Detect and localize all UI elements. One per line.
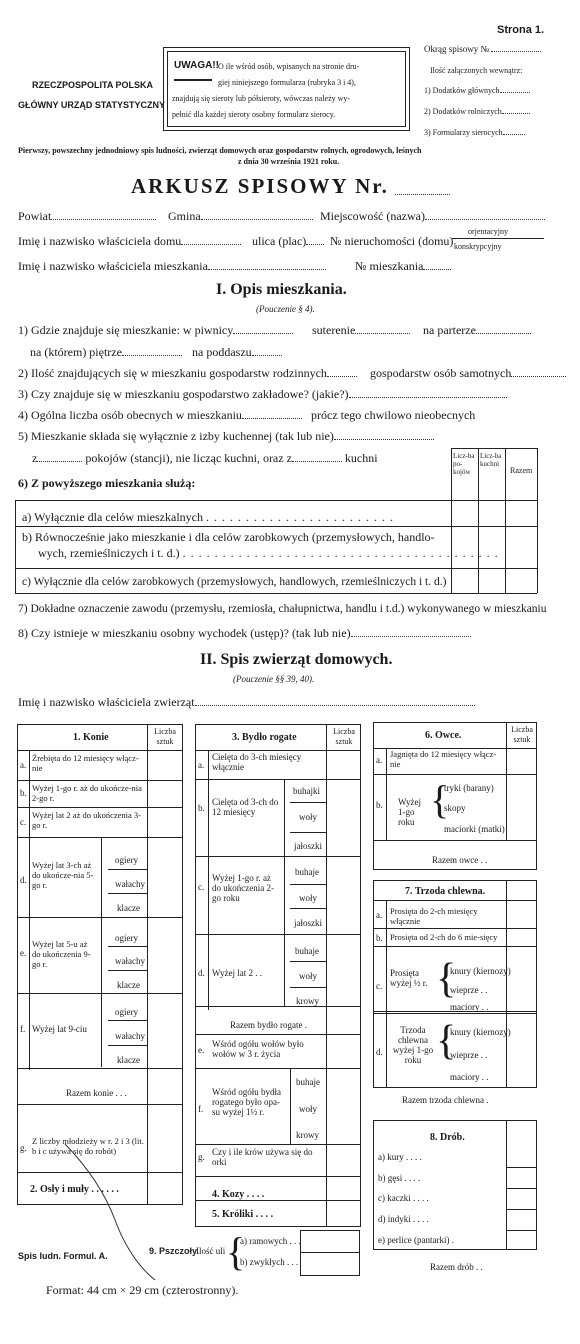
q1-poddasze: na poddaszu <box>192 345 282 360</box>
row-letter: f. <box>198 1104 204 1114</box>
bydlo-b-sub: jałoszki <box>294 841 322 851</box>
q2-samotnych: gospodarstw osób samotnych <box>370 366 566 381</box>
row-letter: a. <box>376 910 383 920</box>
row-letter: c. <box>376 981 383 991</box>
field-nr-mieszkania: № mieszkania <box>355 259 451 274</box>
konie-d: Wyżej lat 3-ch aż do ukończe-nia 5-go r. <box>32 860 94 890</box>
q1-suterenie: suterenie <box>312 323 410 338</box>
row-letter: g. <box>20 1143 27 1153</box>
row-letter: d. <box>198 968 205 978</box>
uwaga-line: znajdują się sieroty lub półsieroty, wówczas należy wy- <box>172 94 351 103</box>
attach-item: 1) Dodatków głównych <box>424 83 530 95</box>
konskr-label: konskrypcyjny <box>454 242 502 251</box>
ule-ramowe: a) ramowych . . . <box>240 1236 301 1246</box>
owce-b: Wyżej 1-go roku <box>398 797 421 827</box>
room-opt-a: a) Wyłącznie dla celów mieszkalnych ........................ <box>22 510 398 524</box>
trzoda-sub: knury (kiernozy) <box>450 966 511 976</box>
trzoda-sub: wieprze . . <box>450 985 488 995</box>
liczba-header: Liczba sztuk <box>333 727 355 746</box>
konie-d-klacze: klacze <box>117 903 140 913</box>
page-number: Strona 1. <box>497 24 545 36</box>
konie-d-walachy: wałachy <box>115 879 145 889</box>
bydlo-a: Cielęta do 3-ch miesięcy włącznie <box>212 752 302 772</box>
field-ulica: ulica (plac) <box>252 234 324 249</box>
bydlo-e: Wśród ogółu wołów było wołów w 3 r. życia <box>212 1039 304 1059</box>
field-powiat: Powiat <box>18 209 156 224</box>
row-letter: c. <box>198 882 205 892</box>
konie-c: Wyżej lat 2 aż do ukończenia 3-go r. <box>32 810 141 830</box>
trzoda-d: Trzoda chlewna wyżej 1-go roku <box>392 1025 434 1065</box>
bydlo-f: Wśród ogółu bydła rogatego było opa-su wyżej 1½ r. <box>212 1087 281 1117</box>
census-line: Pierwszy, powszechny jednodniowy spis ludności, zwierząt domowych oraz gospodarstw rolnych, ogrodowych, leśnych <box>18 146 422 155</box>
drob-razem: Razem drób . . <box>430 1262 483 1272</box>
section-1-title: I. Opis mieszkania. <box>216 281 347 298</box>
form-id: Spis ludn. Formul. A. <box>18 1251 108 1261</box>
drob-title: 8. Drób. <box>430 1132 465 1143</box>
q4-nieobecni: prócz tego chwilowo nieobecnych <box>311 408 476 422</box>
bydlo-f-sub: buhaje <box>296 1077 320 1087</box>
konie-title: 1. Konie <box>73 732 109 743</box>
bydlo-razem: Razem bydło rogate . <box>230 1020 307 1030</box>
bydlo-c-sub: woły <box>299 893 317 903</box>
bydlo-d-sub: krowy <box>296 996 319 1006</box>
trzoda-c: Prosięta wyżej ½ r. <box>390 968 428 988</box>
bydlo-d-sub: buhaje <box>295 946 319 956</box>
census-date: z dnia 30 września 1921 roku. <box>238 157 340 166</box>
liczba-header: Liczba sztuk <box>511 725 533 744</box>
bydlo-c-sub: buhaje <box>295 867 319 877</box>
drob-item: a) kury . . . . <box>378 1152 422 1162</box>
ilosc-uli: Ilość uli <box>196 1246 226 1256</box>
trzoda-a: Prosięta do 2-ch miesięcy włącznie <box>390 906 478 926</box>
brace: { <box>226 1229 246 1274</box>
room-opt-b2: wych, rzemieślniczych i t. d.) ........................................ <box>38 546 503 560</box>
attach-item: 2) Dodatków rolniczych <box>424 104 530 116</box>
field-miejscowosc: Miejscowość (nazwa) <box>320 209 545 224</box>
konie-f-ogiery: ogiery <box>115 1007 138 1017</box>
owce-a: Jagnięta do 12 miesięcy włącz-nie <box>390 749 497 769</box>
kozy: 4. Kozy . . . . <box>212 1189 265 1200</box>
trzoda-title: 7. Trzoda chlewna. <box>405 886 486 897</box>
col-pokoje: Licz-ba po-kojów <box>453 452 475 476</box>
drob-item: c) kaczki . . . . <box>378 1193 429 1203</box>
konie-a: Źrebięta do 12 miesięcy włącz-nie <box>32 753 139 773</box>
trzoda-sub: maciory . . <box>450 1002 489 1012</box>
q7: 7) Dokładne oznaczenie zawodu (przemysłu, rzemiosła, chałupnictwa, handlu i t.d.) wykonywanego w mieszkaniu <box>18 603 547 615</box>
bydlo-b-sub: buhajki <box>293 786 320 796</box>
trzoda-razem: Razem trzoda chlewna . <box>402 1095 489 1105</box>
attach-item: 3) Formularzy sierocych <box>424 125 525 137</box>
attachments-label: Ilość załączonych wewnątrz: <box>430 66 523 75</box>
bydlo-d: Wyżej lat 2 . . <box>212 968 262 978</box>
drob-item: b) gęsi . . . . <box>378 1173 421 1183</box>
bydlo-d-sub: woły <box>299 971 317 981</box>
row-letter: e. <box>20 948 27 958</box>
office-name: GŁÓWNY URZĄD STATYSTYCZNY <box>18 100 165 110</box>
q3: 3) Czy znajduje się w mieszkaniu gospodarstwo zakładowe? (jakie?) <box>18 387 507 402</box>
row-letter: a. <box>20 760 27 770</box>
uwaga-line: pełnić dla każdej sieroty osobny formularz sierocy. <box>172 110 336 119</box>
konie-e-klacze: klacze <box>117 980 140 990</box>
bydlo-b: Cielęta od 3-ch do 12 miesięcy <box>212 797 279 817</box>
field-nr-nieruchomosci: № nieruchomości (domu) <box>330 234 454 248</box>
konie-e: Wyżej lat 5-u aż do ukończenia 9-go r. <box>32 939 91 969</box>
konie-b: Wyżej 1-go r. aż do ukończe-nia 2-go r. <box>32 783 142 803</box>
drob-item: d) indyki . . . . <box>378 1214 429 1224</box>
room-opt-c: c) Wyłącznie dla celów zarobkowych (przemysłowych, handlowych, rzemieślniczych i t. d.) <box>22 576 447 588</box>
q2: 2) Ilość znajdujących się w mieszkaniu gospodarstw rodzinnych <box>18 366 357 381</box>
konie-f-walachy: wałachy <box>115 1031 145 1041</box>
q4: 4) Ogólna liczba osób obecnych w mieszkaniu <box>18 408 302 423</box>
row-letter: b. <box>20 788 27 798</box>
format-note: Format: 44 cm × 29 cm (czterostronny). <box>46 1283 239 1297</box>
field-owner-house: Imię i nazwisko właściciela domu <box>18 234 241 249</box>
ule-zwykle: b) zwykłych . . . <box>240 1257 299 1267</box>
row-letter: g. <box>198 1152 205 1162</box>
row-letter: c. <box>20 817 27 827</box>
field-owner-flat: Imię i nazwisko właściciela mieszkania <box>18 259 326 274</box>
owce-sub: tryki (barany) <box>444 783 494 793</box>
osly-muly: 2. Osły i muły . . . . . . <box>30 1184 119 1195</box>
konie-d-ogiery: ogiery <box>115 855 138 865</box>
q1-parter: na parterze <box>423 323 531 338</box>
row-letter: b. <box>376 933 383 943</box>
owce-sub: maciorki (matki) <box>444 824 505 834</box>
owce-sub: skopy <box>444 803 466 813</box>
trzoda-sub: wieprze . . <box>450 1050 488 1060</box>
animal-owner: Imię i nazwisko właściciela zwierząt <box>18 695 475 710</box>
bydlo-g: Czy i ile krów używa się do orki <box>212 1147 313 1167</box>
kroliki: 5. Króliki . . . . <box>212 1209 274 1220</box>
bydlo-f-sub: krowy <box>296 1130 319 1140</box>
room-opt-b: b) Równocześnie jako mieszkanie i dla celów zarobkowych (przemysłowych, handlo- <box>22 530 435 544</box>
sheet-title: ARKUSZ SPISOWY Nr. <box>131 174 389 198</box>
bydlo-c-sub: jałoszki <box>294 918 322 928</box>
okreg-label: Okrąg spisowy № <box>424 42 541 54</box>
field-gmina: Gmina <box>168 209 313 224</box>
uwaga-line: O ile wśród osób, wpisanych na stronie dru- <box>218 62 360 71</box>
q5: 5) Mieszkanie składa się wyłącznie z izby kuchennej (tak lub nie) <box>18 429 434 444</box>
section-1-pouczenie: (Pouczenie § 4). <box>256 304 315 314</box>
uwaga-line: giej niniejszego formularza (rubryka 3 i 4), <box>218 78 356 87</box>
trzoda-b: Prosięta od 2-ch do 6 mie-sięcy <box>390 932 498 942</box>
row-letter: e. <box>198 1045 205 1055</box>
konie-g: Z liczby młodzieży w r. 2 i 3 (lit. b i c używa się do robót) <box>32 1136 144 1156</box>
section-2-title: II. Spis zwierząt domowych. <box>200 651 393 668</box>
liczba-header: Liczba sztuk <box>154 727 176 746</box>
col-razem: Razem <box>510 466 533 475</box>
owce-title: 6. Owce. <box>425 730 462 741</box>
row-letter: f. <box>20 1024 26 1034</box>
republic-name: RZECZPOSPOLITA POLSKA <box>32 80 154 90</box>
scribble-line <box>60 1140 170 1290</box>
uwaga-title: UWAGA!! <box>174 60 219 71</box>
q8: 8) Czy istnieje w mieszkaniu osobny wychodek (ustęp)? (tak lub nie) <box>18 626 471 641</box>
row-letter: a. <box>376 755 383 765</box>
konie-razem: Razem konie . . . <box>66 1088 127 1098</box>
brace: { <box>436 956 457 1002</box>
brace: { <box>436 1018 457 1064</box>
drob-item: e) perlice (pantarki) . <box>378 1235 454 1245</box>
pszczoly: 9. Pszczoły. <box>149 1246 199 1256</box>
section-2-pouczenie: (Pouczenie §§ 39, 40). <box>233 674 315 684</box>
konie-e-ogiery: ogiery <box>115 933 138 943</box>
owce-razem: Razem owce . . <box>432 855 488 865</box>
trzoda-sub: knury (kiernozy) <box>450 1027 511 1037</box>
brace: { <box>430 777 450 822</box>
bydlo-c: Wyżej 1-go r. aż do ukończenia 2-go roku <box>212 873 274 903</box>
q6: 6) Z powyższego mieszkania służą: <box>18 476 196 490</box>
q5-pokoje: z pokojów (stancji), nie licząc kuchni, oraz z kuchni <box>32 451 378 465</box>
bydlo-f-sub: woły <box>299 1104 317 1114</box>
q1: 1) Gdzie znajduje się mieszkanie: w piwnicy <box>18 323 293 338</box>
row-letter: a. <box>198 760 205 770</box>
row-letter: b. <box>376 800 383 810</box>
bydlo-title: 3. Bydło rogate <box>232 732 297 743</box>
konie-f-klacze: klacze <box>117 1055 140 1065</box>
bydlo-b-sub: woły <box>299 812 317 822</box>
konie-e-walachy: wałachy <box>115 956 145 966</box>
trzoda-sub: maciory . . <box>450 1072 489 1082</box>
row-letter: b. <box>198 803 205 813</box>
orient-label: orjentacyjny <box>468 227 508 236</box>
konie-f: Wyżej lat 9-ciu <box>32 1024 87 1034</box>
col-kuchnie: Licz-ba kuchni <box>480 452 502 468</box>
row-letter: d. <box>376 1047 383 1057</box>
q1-pietro: na (którem) piętrze <box>30 345 182 360</box>
row-letter: d. <box>20 875 27 885</box>
